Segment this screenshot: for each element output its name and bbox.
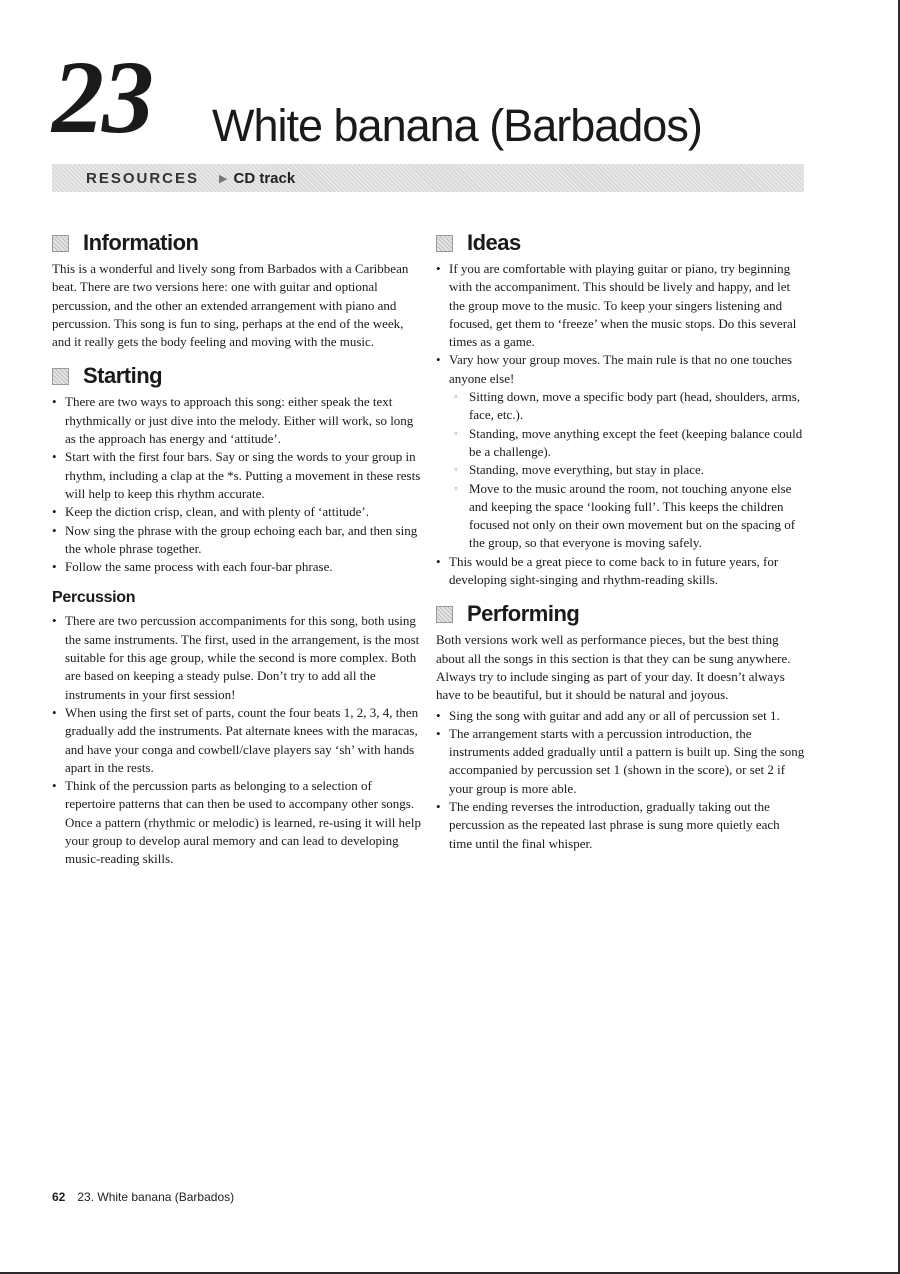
list-item: • There are two ways to approach this song: either speak the text rhythmically or just dive into the melody. Either will work, so long as the approach has energy and ‘attitude’.: [52, 393, 422, 448]
list-item: • When using the first set of parts, count the four beats 1, 2, 3, 4, then gradually add the instruments. Pat alternate knees with the maracas, and have your conga and cowbell/clave players say ‘sh’ with hands apart in the rests.: [52, 704, 422, 777]
list-item: • Think of the percussion parts as belonging to a selection of repertoire patterns that can then be used to accompany other songs. Once a pattern (rhythmic or melodic) is learned, re-using it will help your group to develop aural memory and can lead to developing music-reading skills.: [52, 777, 422, 868]
sub-list-item: ◦ Sitting down, move a specific body part (head, shoulders, arms, face, etc.).: [449, 388, 806, 425]
starting-list: [52, 393, 422, 576]
play-arrow-icon: ▶: [219, 172, 228, 185]
list-item: • The ending reverses the introduction, gradually taking out the percussion as the repeated last phrase is sung more quietly each time until the final whisper.: [436, 798, 806, 853]
running-title: 23. White banana (Barbados): [77, 1190, 235, 1204]
list-item: • Start with the first four bars. Say or sing the words to your group in rhythm, including a clap at the *s. Putting a movement in these rests will help to keep this rhythm accurate.: [52, 448, 422, 503]
performing-list: [436, 707, 806, 853]
subheading-percussion: Percussion: [52, 589, 136, 607]
list-item: • There are two percussion accompaniments for this song, both using the same instruments. The first, used in the arrangement, is the most suitable for this age group, while the second is more complex. Both are based on keeping a steady pulse. Don’t try to add all the instruments in your first session!: [52, 612, 422, 703]
chapter-title: White banana (Barbados): [212, 100, 702, 151]
sub-list-item: ◦ Standing, move anything except the feet (keeping balance could be a challenge).: [449, 425, 806, 462]
list-item: • Now sing the phrase with the group echoing each bar, and then sing the whole phrase together.: [52, 522, 422, 559]
ideas-list: [436, 260, 806, 589]
hatched-square-icon: [436, 235, 453, 252]
page-footer: [52, 1190, 234, 1204]
hatched-square-icon: [436, 606, 453, 623]
list-item: • Follow the same process with each four-bar phrase.: [52, 558, 422, 576]
section-heading-performing: Performing: [436, 597, 806, 631]
sub-list-item: ◦ Standing, move everything, but stay in place.: [449, 461, 806, 479]
list-item: • Vary how your group moves. The main rule is that no one touches anyone else! ◦ Sitting down, move a specific body part (head, shoulders, arms, face, etc.). ◦ Standing, move anything except the feet (keeping balance could be a challenge). ◦ Standing, move everything, but stay in place. ◦ Move to the music around the room, not touching anyone else and keeping the space ‘looking full’. This keeps the children focused not only on their own movement but on the spacing of the group, so that everyone is moving safely.: [436, 351, 806, 552]
ideas-sub-list: [449, 388, 806, 553]
hatched-square-icon: [52, 368, 69, 385]
list-item: • If you are comfortable with playing guitar or piano, try beginning with the accompaniment. This should be lively and happy, and let the group move to the music. To keep your singers listening and focused, get them to ‘freeze’ when the music stops. Do this several times as a game.: [436, 260, 806, 351]
list-item: • Sing the song with guitar and add any or all of percussion set 1.: [436, 707, 806, 725]
page-number: 62: [52, 1190, 66, 1204]
list-item: • The arrangement starts with a percussion introduction, the instruments added gradually until a pattern is built up. Sing the song accompanied by percussion set 1 (shown in the score), or set 2 if your group is more able.: [436, 725, 806, 798]
list-item: • This would be a great piece to come back to in future years, for developing sight-singing and rhythm-reading skills.: [436, 553, 806, 590]
information-text: This is a wonderful and lively song from Barbados with a Caribbean beat. There are two versions here: one with guitar and optional percussion, and the other an extended arrangement with piano and percussion. This song is fun to sing, perhaps at the end of the week, and it really gets the body feeling and moving with the music.: [52, 261, 409, 350]
section-heading-information: Information: [52, 226, 422, 260]
section-heading-ideas: Ideas: [436, 226, 806, 260]
sub-list-item: ◦ Move to the music around the room, not touching anyone else and keeping the space ‘looking full’. This keeps the children focused not only on their own movement but on the spacing of the group, so that everyone is moving safely.: [449, 480, 806, 553]
resources-cd-track: CD track: [233, 169, 296, 187]
performing-text: Both versions work well as performance pieces, but the best thing about all the songs in this section is that they can be sung anywhere. Always try to include singing as part of your day. It doesn’t always have to be beautiful, but it should be natural and joyous.: [436, 632, 791, 703]
left-column: [52, 226, 422, 877]
resources-bar: [52, 164, 804, 192]
percussion-list: [52, 612, 422, 868]
hatched-square-icon: [52, 235, 69, 252]
list-item: • Keep the diction crisp, clean, and with plenty of ‘attitude’.: [52, 503, 422, 521]
right-column: [436, 226, 806, 861]
chapter-number: 23: [52, 40, 152, 155]
section-heading-starting: Starting: [52, 359, 422, 393]
resources-label: RESOURCES: [86, 169, 200, 187]
